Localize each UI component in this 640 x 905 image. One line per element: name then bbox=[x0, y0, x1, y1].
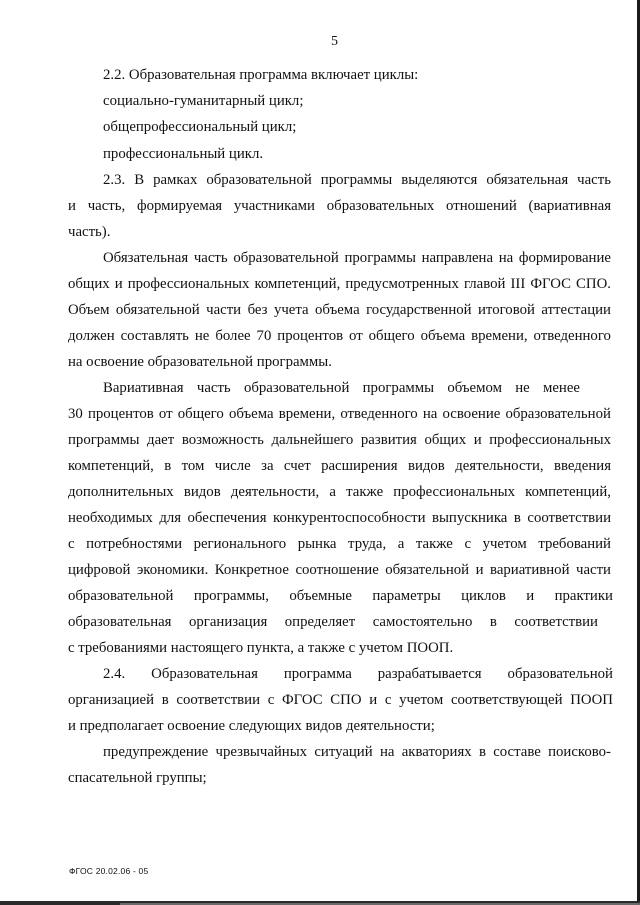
word: общих bbox=[424, 432, 467, 448]
word: 2.4. bbox=[103, 666, 126, 682]
word: СПО. bbox=[576, 276, 611, 292]
page-number: 5 bbox=[331, 34, 338, 49]
word: ФГОС bbox=[281, 692, 323, 708]
word: рынка bbox=[297, 536, 337, 552]
word: соответствии bbox=[514, 614, 598, 630]
word: составе bbox=[493, 744, 541, 760]
text-line bbox=[68, 275, 611, 293]
word: более bbox=[215, 328, 251, 344]
word: на bbox=[498, 250, 514, 266]
text-line bbox=[68, 613, 598, 631]
word: участниками bbox=[233, 198, 315, 214]
word: отношений bbox=[446, 198, 517, 214]
word: учетом bbox=[482, 536, 527, 552]
word: чрезвычайных bbox=[215, 744, 308, 760]
word: обязательная bbox=[486, 172, 569, 188]
word: а bbox=[329, 484, 336, 500]
text-line: социально-гуманитарный цикл; bbox=[103, 93, 304, 109]
word: дает bbox=[147, 432, 175, 448]
word: формируемая bbox=[137, 198, 223, 214]
word: с bbox=[384, 692, 392, 708]
word: числе bbox=[214, 458, 251, 474]
word: обязательной bbox=[385, 562, 470, 578]
word: не bbox=[194, 328, 210, 344]
word: а bbox=[397, 536, 405, 552]
text-line bbox=[103, 379, 580, 397]
text-line bbox=[103, 743, 611, 761]
text-line bbox=[68, 197, 611, 215]
word: акваториях bbox=[401, 744, 472, 760]
word: видов bbox=[407, 458, 445, 474]
word: государственной bbox=[366, 302, 472, 318]
word: образовательная bbox=[68, 614, 172, 630]
word: видов bbox=[183, 484, 221, 500]
text-line: спасательной группы; bbox=[68, 770, 207, 786]
word: программы bbox=[68, 432, 140, 448]
word: программы bbox=[362, 380, 435, 396]
word: труда, bbox=[348, 536, 387, 552]
word: без bbox=[247, 302, 268, 318]
word: рамках bbox=[153, 172, 198, 188]
word: предупреждение bbox=[103, 744, 209, 760]
word: для bbox=[159, 510, 182, 526]
word: программы bbox=[344, 250, 416, 266]
text-line bbox=[68, 327, 611, 345]
word: объема bbox=[228, 406, 274, 422]
word: ПООП bbox=[570, 692, 613, 708]
word: Вариативная bbox=[103, 380, 184, 396]
word: поисково- bbox=[548, 744, 611, 760]
word: от bbox=[158, 406, 173, 422]
text-line bbox=[68, 483, 611, 501]
word: за bbox=[261, 458, 274, 474]
word: обеспечения bbox=[187, 510, 267, 526]
word: часть bbox=[193, 250, 228, 266]
word: программы bbox=[320, 172, 393, 188]
word: учета bbox=[273, 302, 309, 318]
word: образовательной bbox=[206, 172, 312, 188]
word: образовательных bbox=[326, 198, 435, 214]
word: и bbox=[68, 198, 76, 214]
word: требований bbox=[538, 536, 611, 552]
word: процентов bbox=[87, 406, 154, 422]
word: расширения bbox=[321, 458, 398, 474]
word: также bbox=[415, 536, 453, 552]
text-line bbox=[68, 431, 611, 449]
word: параметры bbox=[372, 588, 441, 604]
word: ФГОС bbox=[530, 276, 571, 292]
text-line: и предполагает освоение следующих видов деятельности; bbox=[68, 718, 435, 734]
word: образовательной bbox=[505, 406, 611, 422]
word: должен bbox=[68, 328, 115, 344]
word: и bbox=[369, 692, 378, 708]
word: часть, bbox=[87, 198, 126, 214]
word: общего bbox=[177, 406, 224, 422]
word: формирование bbox=[518, 250, 611, 266]
text-line: с требованиями настоящего пункта, а также с учетом ПООП. bbox=[68, 640, 454, 656]
word: образовательной bbox=[68, 588, 174, 604]
word: III bbox=[510, 276, 526, 292]
word: освоение bbox=[442, 406, 501, 422]
word: менее bbox=[542, 380, 580, 396]
word: общего bbox=[368, 328, 415, 344]
text-line bbox=[68, 405, 611, 423]
word: часть bbox=[196, 380, 231, 396]
word: части bbox=[576, 562, 611, 578]
text-line bbox=[68, 535, 611, 553]
word: определяет bbox=[284, 614, 356, 630]
text-line bbox=[103, 665, 613, 683]
word: профессиональных bbox=[393, 484, 515, 500]
word: 70 bbox=[256, 328, 272, 344]
word: программа bbox=[283, 666, 352, 682]
word: образовательной bbox=[243, 380, 350, 396]
word: образовательной bbox=[233, 250, 339, 266]
word: объемом bbox=[447, 380, 502, 396]
word: отведенного bbox=[340, 406, 418, 422]
text-line: профессиональный цикл. bbox=[103, 146, 264, 162]
text-line bbox=[68, 301, 611, 319]
word: обязательной bbox=[115, 302, 200, 318]
word: времени, bbox=[471, 328, 528, 344]
word: разрабатывается bbox=[377, 666, 482, 682]
word: объема bbox=[420, 328, 466, 344]
text-line: часть). bbox=[68, 224, 111, 240]
word: с bbox=[267, 692, 275, 708]
word: цифровой bbox=[68, 562, 131, 578]
text-line: 2.2. Образовательная программа включает циклы: bbox=[103, 67, 419, 83]
word: части bbox=[206, 302, 242, 318]
word: Образовательная bbox=[151, 666, 258, 682]
word: циклов bbox=[461, 588, 506, 604]
word: на bbox=[422, 406, 438, 422]
word: Обязательная bbox=[103, 250, 189, 266]
word: конкурентоспособности bbox=[273, 510, 426, 526]
word: соответствии bbox=[176, 692, 260, 708]
word: в bbox=[513, 510, 521, 526]
word: и bbox=[473, 432, 482, 448]
word: в bbox=[164, 458, 172, 474]
word: от bbox=[349, 328, 363, 344]
word: деятельности, bbox=[455, 458, 544, 474]
word: объема bbox=[315, 302, 360, 318]
word: и bbox=[475, 562, 484, 578]
word: и bbox=[526, 588, 535, 604]
word: Конкретное bbox=[214, 562, 289, 578]
text-line bbox=[68, 509, 611, 527]
word: предусмотренных bbox=[345, 276, 459, 292]
word: дальнейшего bbox=[271, 432, 354, 448]
word: компетенций, bbox=[254, 276, 341, 292]
word: составлять bbox=[120, 328, 189, 344]
text-line bbox=[68, 457, 611, 475]
word: с bbox=[464, 536, 472, 552]
word: СПО bbox=[330, 692, 362, 708]
word: В bbox=[134, 172, 145, 188]
word: часть bbox=[577, 172, 611, 188]
word: Объем bbox=[68, 302, 110, 318]
word: практики bbox=[554, 588, 613, 604]
word: с bbox=[68, 536, 75, 552]
word: возможность bbox=[181, 432, 264, 448]
word: организацией bbox=[68, 692, 155, 708]
word: образовательной bbox=[507, 666, 613, 682]
word: итоговой bbox=[478, 302, 535, 318]
word: организация bbox=[188, 614, 268, 630]
word: и bbox=[114, 276, 123, 292]
word: дополнительных bbox=[68, 484, 174, 500]
word: выделяются bbox=[401, 172, 478, 188]
word: вариативной bbox=[490, 562, 570, 578]
word: деятельности, bbox=[230, 484, 320, 500]
word: общих bbox=[68, 276, 110, 292]
text-line: на освоение образовательной программы. bbox=[68, 354, 332, 370]
word: направлена bbox=[421, 250, 494, 266]
word: необходимых bbox=[68, 510, 153, 526]
word: введения bbox=[554, 458, 611, 474]
word: счет bbox=[283, 458, 311, 474]
text-line bbox=[68, 561, 611, 579]
word: также bbox=[346, 484, 384, 500]
word: компетенций, bbox=[68, 458, 154, 474]
word: ситуаций bbox=[314, 744, 373, 760]
word: учетом bbox=[399, 692, 444, 708]
word: объемные bbox=[289, 588, 352, 604]
word: в bbox=[489, 614, 497, 630]
word: 30 bbox=[68, 406, 83, 422]
word: не bbox=[515, 380, 530, 396]
word: соответствующей bbox=[450, 692, 563, 708]
word: процентов bbox=[277, 328, 344, 344]
text-line bbox=[68, 691, 613, 709]
word: компетенций, bbox=[525, 484, 611, 500]
word: в bbox=[161, 692, 169, 708]
word: профессиональных bbox=[489, 432, 611, 448]
word: в bbox=[478, 744, 486, 760]
word: выпускника bbox=[432, 510, 508, 526]
word: соответствии bbox=[527, 510, 611, 526]
word: аттестации bbox=[541, 302, 611, 318]
word: экономики. bbox=[136, 562, 209, 578]
word: главой bbox=[463, 276, 506, 292]
word: потребностями bbox=[86, 536, 183, 552]
word: программы, bbox=[193, 588, 269, 604]
word: том bbox=[181, 458, 205, 474]
word: отведенного bbox=[533, 328, 611, 344]
text-line bbox=[103, 249, 611, 267]
text-line: общепрофессиональный цикл; bbox=[103, 119, 297, 135]
text-line bbox=[68, 587, 613, 605]
word: регионального bbox=[193, 536, 287, 552]
word: времени, bbox=[278, 406, 336, 422]
word: профессиональных bbox=[127, 276, 250, 292]
text-line bbox=[103, 171, 611, 189]
word: развития bbox=[360, 432, 417, 448]
word: самостоятельно bbox=[372, 614, 473, 630]
word: на bbox=[379, 744, 395, 760]
word: соотношение bbox=[295, 562, 379, 578]
footer-code: ФГОС 20.02.06 - 05 bbox=[69, 866, 149, 876]
word: 2.3. bbox=[103, 172, 126, 188]
word: (вариативная bbox=[528, 198, 611, 214]
